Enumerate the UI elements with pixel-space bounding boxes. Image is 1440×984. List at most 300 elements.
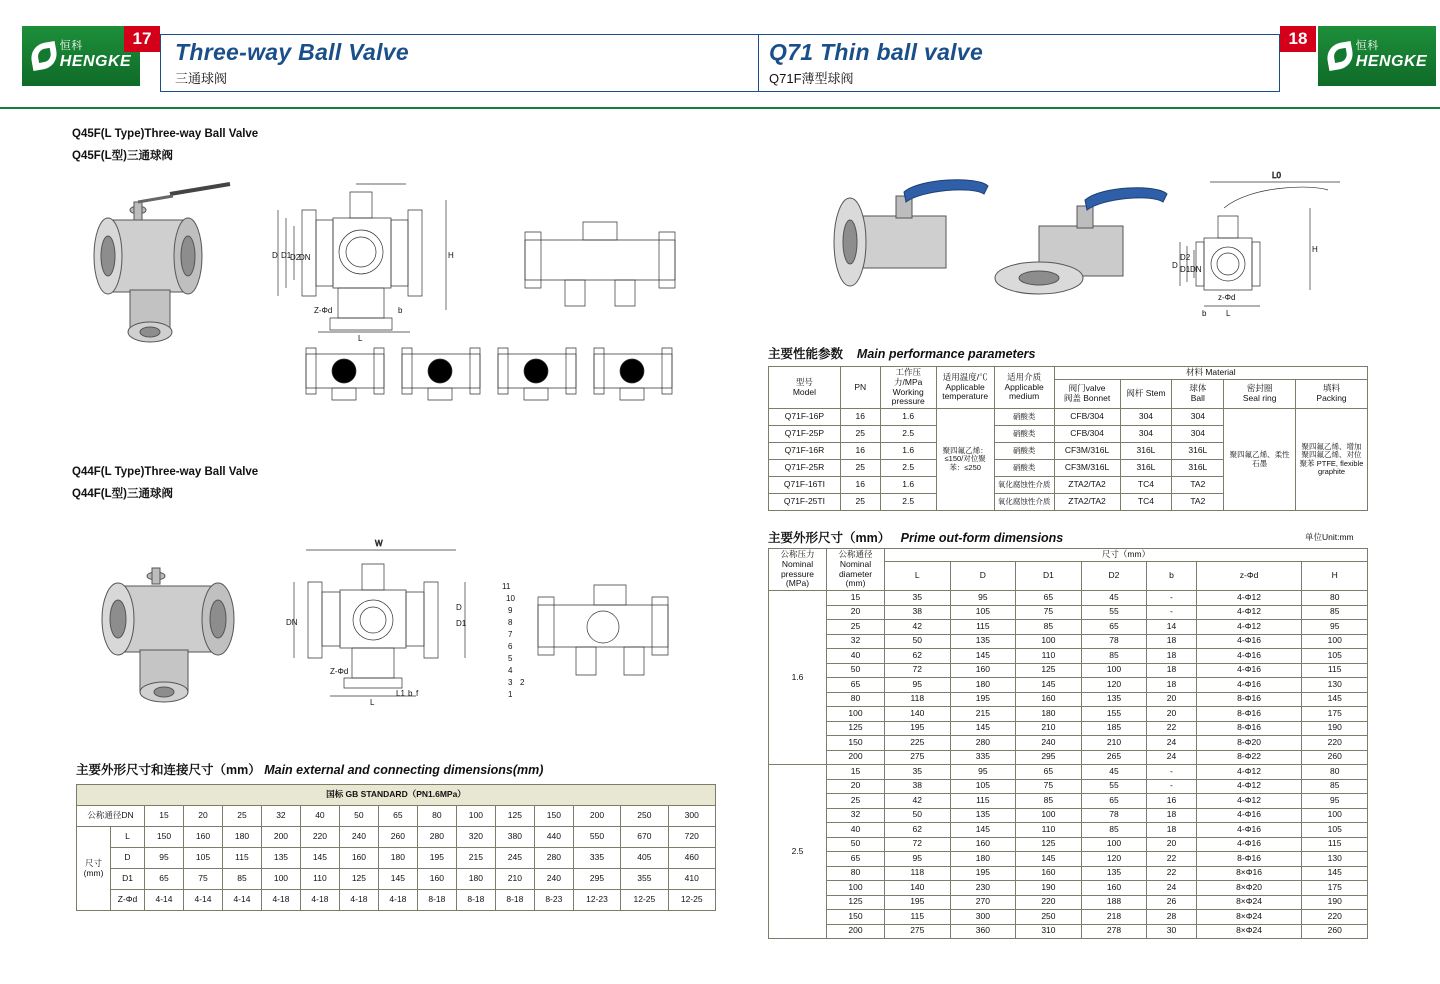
row-label: Z-Φd (111, 890, 145, 911)
cell-H: 95 (1302, 794, 1368, 809)
th-nominal-pressure: 公称压力 Nominal pressure (MPa) (769, 549, 827, 591)
figure-q71-drawing (1160, 160, 1370, 325)
cell-D2: 265 (1081, 750, 1147, 765)
table-row (769, 808, 1368, 823)
cell-D2: 45 (1081, 591, 1147, 606)
table-row (769, 794, 1368, 809)
pn-cell: 25 (840, 426, 880, 443)
model-cell: Q71F-16R (769, 443, 841, 460)
table-row (77, 890, 716, 911)
cell-zd: 4-Φ16 (1196, 634, 1302, 649)
cell-D2: 120 (1081, 852, 1147, 867)
cell-L: 72 (885, 663, 951, 678)
cell-D2: 188 (1081, 895, 1147, 910)
cell-zd: 4-Φ16 (1196, 678, 1302, 693)
stem-cell: 304 (1120, 426, 1172, 443)
medium-cell: 氧化腐蚀性介质 (994, 477, 1054, 494)
value-cell: 160 (339, 848, 378, 869)
figure-q45f-photo (78, 172, 258, 347)
cell-D2: 185 (1081, 721, 1147, 736)
value-cell: 320 (456, 827, 495, 848)
table-row (769, 707, 1368, 722)
value-cell: 4-18 (261, 890, 300, 911)
cell-zd: 8-Φ16 (1196, 721, 1302, 736)
cell-D2: 85 (1081, 649, 1147, 664)
cell-D1: 210 (1016, 721, 1082, 736)
cell-D: 335 (950, 750, 1016, 765)
th-z-Φd: z-Φd (1196, 561, 1302, 590)
svg-text:Z-Φd: Z-Φd (314, 306, 333, 315)
cell-D: 180 (950, 678, 1016, 693)
model-cell: Q71F-16P (769, 409, 841, 426)
dn-cell: 80 (827, 866, 885, 881)
cell-zd: 4-Φ12 (1196, 620, 1302, 635)
value-cell: 8-18 (417, 890, 456, 911)
cell-b: 22 (1147, 721, 1196, 736)
cell-D1: 125 (1016, 663, 1082, 678)
cell-D2: 155 (1081, 707, 1147, 722)
cell-b: - (1147, 765, 1196, 780)
svg-text:1: 1 (508, 690, 513, 699)
dn-cell: 125 (827, 721, 885, 736)
logo-en-left: HENGKE (59, 52, 132, 70)
pn-cell: 25 (840, 460, 880, 477)
value-cell: 125 (339, 869, 378, 890)
cell-zd: 8-Φ16 (1196, 852, 1302, 867)
cell-D2: 135 (1081, 866, 1147, 881)
cell-b: 18 (1147, 634, 1196, 649)
cell-H: 100 (1302, 808, 1368, 823)
medium-cell: 硝酸类 (994, 409, 1054, 426)
value-cell: 460 (668, 848, 715, 869)
dn-cell: 65 (827, 678, 885, 693)
wp-cell: 2.5 (880, 494, 936, 511)
value-cell: 12-25 (668, 890, 715, 911)
stem-cell: 316L (1120, 460, 1172, 477)
bonnet-cell: ZTA2/TA2 (1054, 477, 1120, 494)
value-cell: 240 (339, 827, 378, 848)
value-cell: 180 (378, 848, 417, 869)
cell-H: 85 (1302, 605, 1368, 620)
value-cell: 100 (261, 869, 300, 890)
svg-text:9: 9 (508, 606, 513, 615)
cell-L: 72 (885, 837, 951, 852)
cell-b: 22 (1147, 866, 1196, 881)
value-cell: 240 (534, 869, 573, 890)
dn-cell: 15 (827, 765, 885, 780)
value-cell: 4-18 (339, 890, 378, 911)
model-cell: Q71F-25P (769, 426, 841, 443)
title-en-left: Three-way Ball Valve (175, 39, 409, 65)
cell-L: 95 (885, 852, 951, 867)
th-size-group: 尺寸（mm） (885, 549, 1368, 562)
pn-cell: 25 (840, 494, 880, 511)
cell-D1: 160 (1016, 692, 1082, 707)
dn-cell: 15 (827, 591, 885, 606)
cell-L: 42 (885, 794, 951, 809)
value-cell: 75 (183, 869, 222, 890)
ball-cell: 316L (1172, 443, 1224, 460)
dn-cell: 20 (183, 806, 222, 827)
value-cell: 8-23 (534, 890, 573, 911)
cell-D1: 100 (1016, 634, 1082, 649)
cell-D: 145 (950, 649, 1016, 664)
value-cell: 145 (300, 848, 339, 869)
table-row (769, 837, 1368, 852)
cell-zd: 4-Φ16 (1196, 837, 1302, 852)
figure-q44f-drawing-front (270, 530, 485, 705)
table-row: 公称通径DN 15 20 25 32 40 50 65 80 100 125 150 200 250 300 (77, 806, 716, 827)
cell-L: 50 (885, 634, 951, 649)
svg-text:L: L (370, 698, 375, 705)
pressure-cell: 2.5 (769, 765, 827, 939)
dn-cell: 25 (827, 620, 885, 635)
th-H: H (1302, 561, 1368, 590)
cell-b: 18 (1147, 663, 1196, 678)
perf-title-en: Main performance parameters (856, 347, 1036, 361)
cell-D: 180 (950, 852, 1016, 867)
cell-b: 20 (1147, 707, 1196, 722)
svg-text:L0: L0 (1272, 171, 1281, 180)
table-row (769, 910, 1368, 925)
svg-text:z-Φd: z-Φd (1218, 293, 1236, 302)
cell-D2: 278 (1081, 924, 1147, 939)
cell-D2: 120 (1081, 678, 1147, 693)
cell-L: 35 (885, 765, 951, 780)
value-cell: 405 (621, 848, 668, 869)
svg-text:D2: D2 (1180, 253, 1191, 262)
th-seal: 密封圈 Seal ring (1224, 379, 1296, 408)
table-row (769, 823, 1368, 838)
table-row (769, 678, 1368, 693)
header-divider (0, 107, 1440, 109)
value-cell: 145 (378, 869, 417, 890)
svg-text:4: 4 (508, 666, 513, 675)
cell-D1: 110 (1016, 649, 1082, 664)
value-cell: 8-18 (456, 890, 495, 911)
bonnet-cell: ZTA2/TA2 (1054, 494, 1120, 511)
th-bonnet: 阀门valve 阀盖 Bonnet (1054, 379, 1120, 408)
cell-D2: 65 (1081, 794, 1147, 809)
table-row (769, 881, 1368, 896)
svg-text:7: 7 (508, 630, 513, 639)
stem-cell: TC4 (1120, 494, 1172, 511)
perf-title-cn: 主要性能参数 (768, 347, 844, 361)
title-bar-left (160, 34, 770, 92)
cell-H: 130 (1302, 678, 1368, 693)
cell-D: 135 (950, 808, 1016, 823)
svg-text:D1: D1 (456, 619, 467, 628)
cell-b: 16 (1147, 794, 1196, 809)
value-cell: 195 (417, 848, 456, 869)
cell-D2: 55 (1081, 779, 1147, 794)
right-dim-title-en: Prime out-form dimensions (900, 531, 1064, 545)
cell-D: 300 (950, 910, 1016, 925)
cell-D1: 180 (1016, 707, 1082, 722)
cell-D: 115 (950, 794, 1016, 809)
dn-cell: 125 (827, 895, 885, 910)
cell-zd: 8×Φ24 (1196, 895, 1302, 910)
table-row (769, 409, 1368, 426)
cell-H: 260 (1302, 924, 1368, 939)
cell-L: 225 (885, 736, 951, 751)
stem-cell: TC4 (1120, 477, 1172, 494)
svg-text:W: W (375, 539, 383, 548)
figure-q45f-drawing-side (505, 210, 695, 320)
cell-b: 24 (1147, 881, 1196, 896)
cell-D2: 135 (1081, 692, 1147, 707)
svg-text:10: 10 (506, 594, 515, 603)
cell-zd: 4-Φ16 (1196, 649, 1302, 664)
cell-D1: 145 (1016, 852, 1082, 867)
svg-text:11: 11 (502, 582, 511, 591)
model-cell: Q71F-25TI (769, 494, 841, 511)
value-cell: 8-18 (495, 890, 534, 911)
cell-L: 275 (885, 924, 951, 939)
th-L: L (885, 561, 951, 590)
svg-text:D2: D2 (290, 253, 301, 262)
cell-b: 30 (1147, 924, 1196, 939)
row-label: D (111, 848, 145, 869)
cell-D2: 85 (1081, 823, 1147, 838)
dn-cell: 100 (827, 707, 885, 722)
cell-H: 220 (1302, 736, 1368, 751)
svg-text:L: L (358, 334, 363, 343)
value-cell: 180 (222, 827, 261, 848)
svg-text:D1: D1 (281, 251, 292, 260)
svg-text:b: b (1202, 309, 1207, 318)
dn-cell: 32 (827, 808, 885, 823)
value-cell: 210 (495, 869, 534, 890)
cell-b: 20 (1147, 692, 1196, 707)
stem-cell: 316L (1120, 443, 1172, 460)
table-row (769, 620, 1368, 635)
bonnet-cell: CFB/304 (1054, 426, 1120, 443)
table-row (769, 765, 1368, 780)
left-dim-table-heading (76, 760, 543, 778)
value-cell: 280 (534, 848, 573, 869)
cell-D2: 45 (1081, 765, 1147, 780)
cell-L: 35 (885, 591, 951, 606)
pn-cell: 16 (840, 409, 880, 426)
cell-zd: 8×Φ24 (1196, 910, 1302, 925)
cell-zd: 8×Φ20 (1196, 881, 1302, 896)
cell-L: 118 (885, 866, 951, 881)
dn-cell: 40 (827, 823, 885, 838)
cell-zd: 4-Φ16 (1196, 808, 1302, 823)
cell-D1: 250 (1016, 910, 1082, 925)
pressure-cell: 1.6 (769, 591, 827, 765)
ball-cell: 316L (1172, 460, 1224, 477)
cell-D1: 190 (1016, 881, 1082, 896)
cell-D1: 240 (1016, 736, 1082, 751)
cell-H: 80 (1302, 765, 1368, 780)
dn-cell: 150 (827, 736, 885, 751)
bonnet-cell: CFB/304 (1054, 409, 1120, 426)
cell-b: - (1147, 605, 1196, 620)
cell-zd: 4-Φ16 (1196, 823, 1302, 838)
table-row (769, 750, 1368, 765)
figure-q71-photo-1 (800, 170, 1000, 310)
th-wp: 工作压力/MPa Working pressure (880, 367, 936, 409)
cell-H: 80 (1302, 591, 1368, 606)
th-packing: 填料 Packing (1296, 379, 1368, 408)
standard-row: 国标 GB STANDARD（PN1.6MPa） (77, 785, 716, 806)
cell-zd: 4-Φ12 (1196, 765, 1302, 780)
table-row (77, 848, 716, 869)
section-title-q44f-cn: Q44F(L型)三通球阀 (72, 488, 173, 500)
cell-L: 275 (885, 750, 951, 765)
cell-D: 115 (950, 620, 1016, 635)
size-label: 尺寸 (mm) (77, 827, 111, 911)
value-cell: 200 (261, 827, 300, 848)
dn-cell: 32 (827, 634, 885, 649)
performance-table (768, 366, 1368, 511)
table-row (769, 591, 1368, 606)
value-cell: 135 (261, 848, 300, 869)
dn-cell: 25 (222, 806, 261, 827)
th-temp: 适用温度/℃ Applicable temperature (936, 367, 994, 409)
value-cell: 720 (668, 827, 715, 848)
wp-cell: 1.6 (880, 443, 936, 460)
value-cell: 180 (456, 869, 495, 890)
dn-cell: 100 (827, 881, 885, 896)
cell-D1: 65 (1016, 591, 1082, 606)
ball-cell: TA2 (1172, 477, 1224, 494)
medium-cell: 硝酸类 (994, 460, 1054, 477)
bonnet-cell: CF3M/316L (1054, 460, 1120, 477)
cell-D: 105 (950, 605, 1016, 620)
cell-zd: 8-Φ22 (1196, 750, 1302, 765)
value-cell: 550 (573, 827, 620, 848)
dn-cell: 250 (621, 806, 668, 827)
cell-D: 160 (950, 837, 1016, 852)
svg-text:Z-Φd: Z-Φd (330, 667, 349, 676)
cell-H: 115 (1302, 663, 1368, 678)
left-dimension-table (76, 784, 716, 911)
pn-cell: 16 (840, 443, 880, 460)
cell-D2: 78 (1081, 634, 1147, 649)
th-pn: PN (840, 367, 880, 409)
cell-H: 190 (1302, 895, 1368, 910)
cell-D2: 65 (1081, 620, 1147, 635)
title-cn-left: 三通球阀 (175, 71, 228, 86)
table-row (769, 605, 1368, 620)
dn-cell: 200 (827, 924, 885, 939)
wp-cell: 1.6 (880, 409, 936, 426)
value-cell: 355 (621, 869, 668, 890)
cell-L: 62 (885, 823, 951, 838)
value-cell: 110 (300, 869, 339, 890)
cell-H: 260 (1302, 750, 1368, 765)
dn-cell: 65 (378, 806, 417, 827)
cell-zd: 8-Φ16 (1196, 692, 1302, 707)
value-cell: 105 (183, 848, 222, 869)
cell-D: 145 (950, 721, 1016, 736)
th-material: 材料 Material (1054, 367, 1367, 380)
value-cell: 380 (495, 827, 534, 848)
figure-q45f-drawing-front (258, 180, 473, 345)
svg-text:D1: D1 (1180, 265, 1191, 274)
cell-D: 360 (950, 924, 1016, 939)
perf-table-heading (768, 344, 1035, 362)
cell-L: 140 (885, 881, 951, 896)
value-cell: 260 (378, 827, 417, 848)
cell-L: 195 (885, 895, 951, 910)
cell-D2: 100 (1081, 663, 1147, 678)
cell-H: 130 (1302, 852, 1368, 867)
title-cn-right: Q71F薄型球阀 (769, 71, 854, 86)
figure-q44f-photo (78, 540, 268, 715)
cell-D1: 220 (1016, 895, 1082, 910)
cell-zd: 4-Φ12 (1196, 794, 1302, 809)
cell-b: 22 (1147, 852, 1196, 867)
model-cell: Q71F-16TI (769, 477, 841, 494)
cell-b: 18 (1147, 678, 1196, 693)
cell-H: 175 (1302, 707, 1368, 722)
cell-L: 38 (885, 605, 951, 620)
svg-text:8: 8 (508, 618, 513, 627)
cell-L: 38 (885, 779, 951, 794)
cell-D1: 65 (1016, 765, 1082, 780)
table-row (769, 736, 1368, 751)
th-D2: D2 (1081, 561, 1147, 590)
th-stem: 阀杆 Stem (1120, 379, 1172, 408)
dn-cell: 200 (573, 806, 620, 827)
value-cell: 65 (145, 869, 184, 890)
cell-b: 18 (1147, 823, 1196, 838)
medium-cell: 硝酸类 (994, 426, 1054, 443)
svg-text:H: H (1312, 245, 1318, 254)
table-row (769, 663, 1368, 678)
dn-cell: 15 (145, 806, 184, 827)
svg-text:DN: DN (1190, 265, 1202, 274)
table-row (769, 852, 1368, 867)
section-title-q45f-cn: Q45F(L型)三通球阀 (72, 150, 173, 162)
ball-cell: TA2 (1172, 494, 1224, 511)
table-row (769, 692, 1368, 707)
cell-D1: 295 (1016, 750, 1082, 765)
cell-L: 95 (885, 678, 951, 693)
svg-text:b: b (398, 306, 403, 315)
cell-L: 50 (885, 808, 951, 823)
right-dim-title-cn: 主要外形尺寸（mm） (768, 531, 891, 545)
cell-D1: 145 (1016, 678, 1082, 693)
value-cell: 670 (621, 827, 668, 848)
figure-q45f-flow-patterns (298, 340, 678, 402)
seal-cell: 聚四氟乙烯、柔性石墨 (1224, 409, 1296, 511)
leaf-icon (29, 41, 59, 71)
medium-cell: 氧化腐蚀性介质 (994, 494, 1054, 511)
svg-text:2: 2 (520, 678, 525, 687)
cell-zd: 8-Φ16 (1196, 707, 1302, 722)
figure-q44f-drawing-side (498, 555, 698, 705)
cell-L: 140 (885, 707, 951, 722)
cell-L: 42 (885, 620, 951, 635)
pn-cell: 16 (840, 477, 880, 494)
cell-D2: 78 (1081, 808, 1147, 823)
cell-D: 280 (950, 736, 1016, 751)
value-cell: 12-23 (573, 890, 620, 911)
svg-text:D: D (272, 251, 278, 260)
cell-H: 85 (1302, 779, 1368, 794)
value-cell: 95 (145, 848, 184, 869)
dn-cell: 20 (827, 779, 885, 794)
svg-text:L: L (1226, 309, 1231, 318)
value-cell: 220 (300, 827, 339, 848)
dn-cell: 40 (300, 806, 339, 827)
figure-q71-photo-2 (985, 178, 1175, 318)
